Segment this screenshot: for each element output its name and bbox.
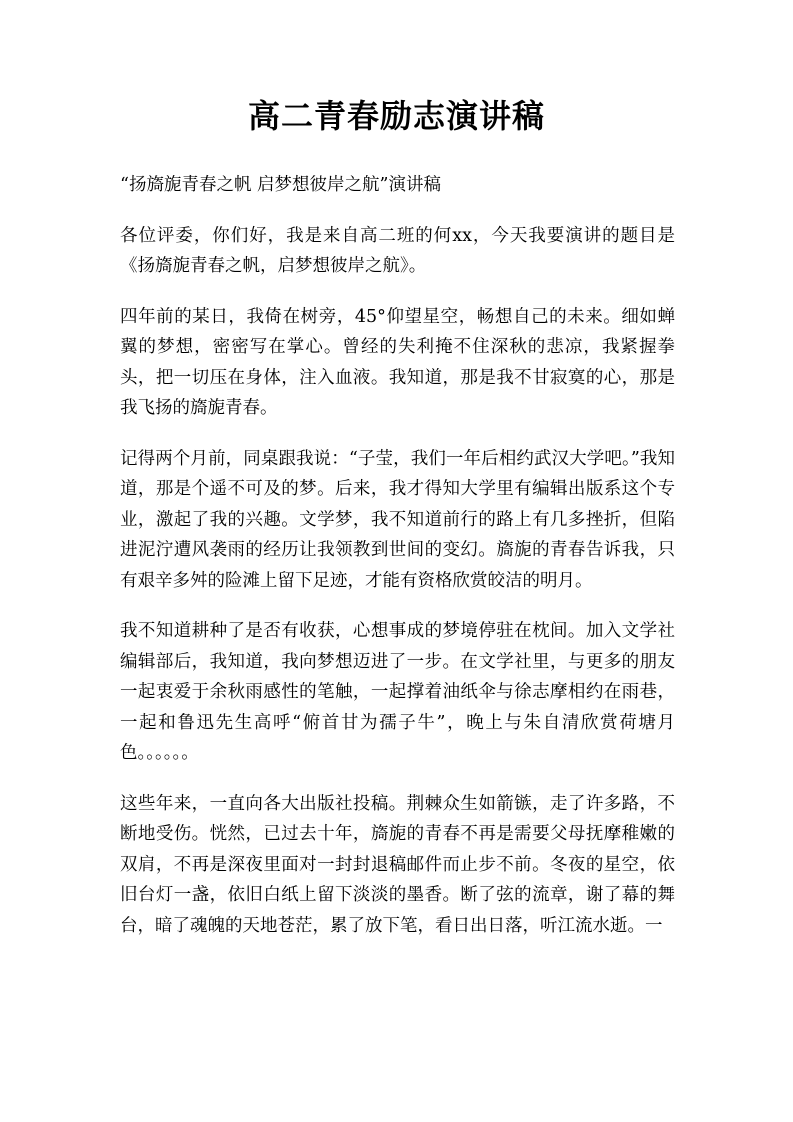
body-paragraph: 四年前的某日，我倚在树旁，45°仰望星空，畅想自己的未来。细如蝉翼的梦想，密密写在掌心。曾经的失利掩不住深秋的悲凉，我紧握拳头，把一切压在身体，注入血液。我知道，那是我不甘寂寞的心，那是我飞扬的旖旎青春。 — [120, 306, 675, 418]
document-title: 高二青春励志演讲稿 — [247, 97, 545, 135]
body-paragraph: 这些年来，一直向各大出版社投稿。荆棘众生如箭镞，走了许多路，不断地受伤。恍然，已过去十年，旖旎的青春不再是需要父母抚摩稚嫩的双肩，不再是深夜里面对一封封退稿邮件而止步不前。冬夜的星空，依旧台灯一盏，依旧白纸上留下淡淡的墨香。断了弦的流章，谢了幕的舞台，暗了魂魄的天地苍茫，累了放下笔，看日出日落，听江流水逝。一 — [120, 793, 675, 936]
subtitle-paragraph: “扬旖旎青春之帆 启梦想彼岸之航”演讲稿 — [120, 175, 441, 195]
body-paragraph: 记得两个月前，同桌跟我说：“子莹，我们一年后相约武汉大学吧。”我知道，那是个遥不可及的梦。后来，我才得知大学里有编辑出版系这个专业，激起了我的兴趣。文学梦，我不知道前行的路上有几多挫折，但陷进泥泞遭风袭雨的经历让我领教到世间的变幻。旖旎的青春告诉我，只有艰辛多舛的险滩上留下足迹，才能有资格欣赏皎洁的明月。 — [120, 448, 675, 591]
document-body — [120, 170, 675, 961]
body-paragraph: 我不知道耕种了是否有收获，心想事成的梦境停驻在枕间。加入文学社编辑部后，我知道，我向梦想迈进了一步。在文学社里，与更多的朋友一起衷爱于余秋雨感性的笔触，一起撑着油纸伞与徐志摩相约在雨巷，一起和鲁迅先生高呼“俯首甘为孺子牛”，晚上与朱自清欣赏荷塘月色。。。。。。 — [120, 621, 675, 763]
body-paragraph: 各位评委，你们好，我是来自高二班的何xx，今天我要演讲的题目是《扬旖旎青春之帆，启梦想彼岸之航》。 — [120, 225, 675, 276]
